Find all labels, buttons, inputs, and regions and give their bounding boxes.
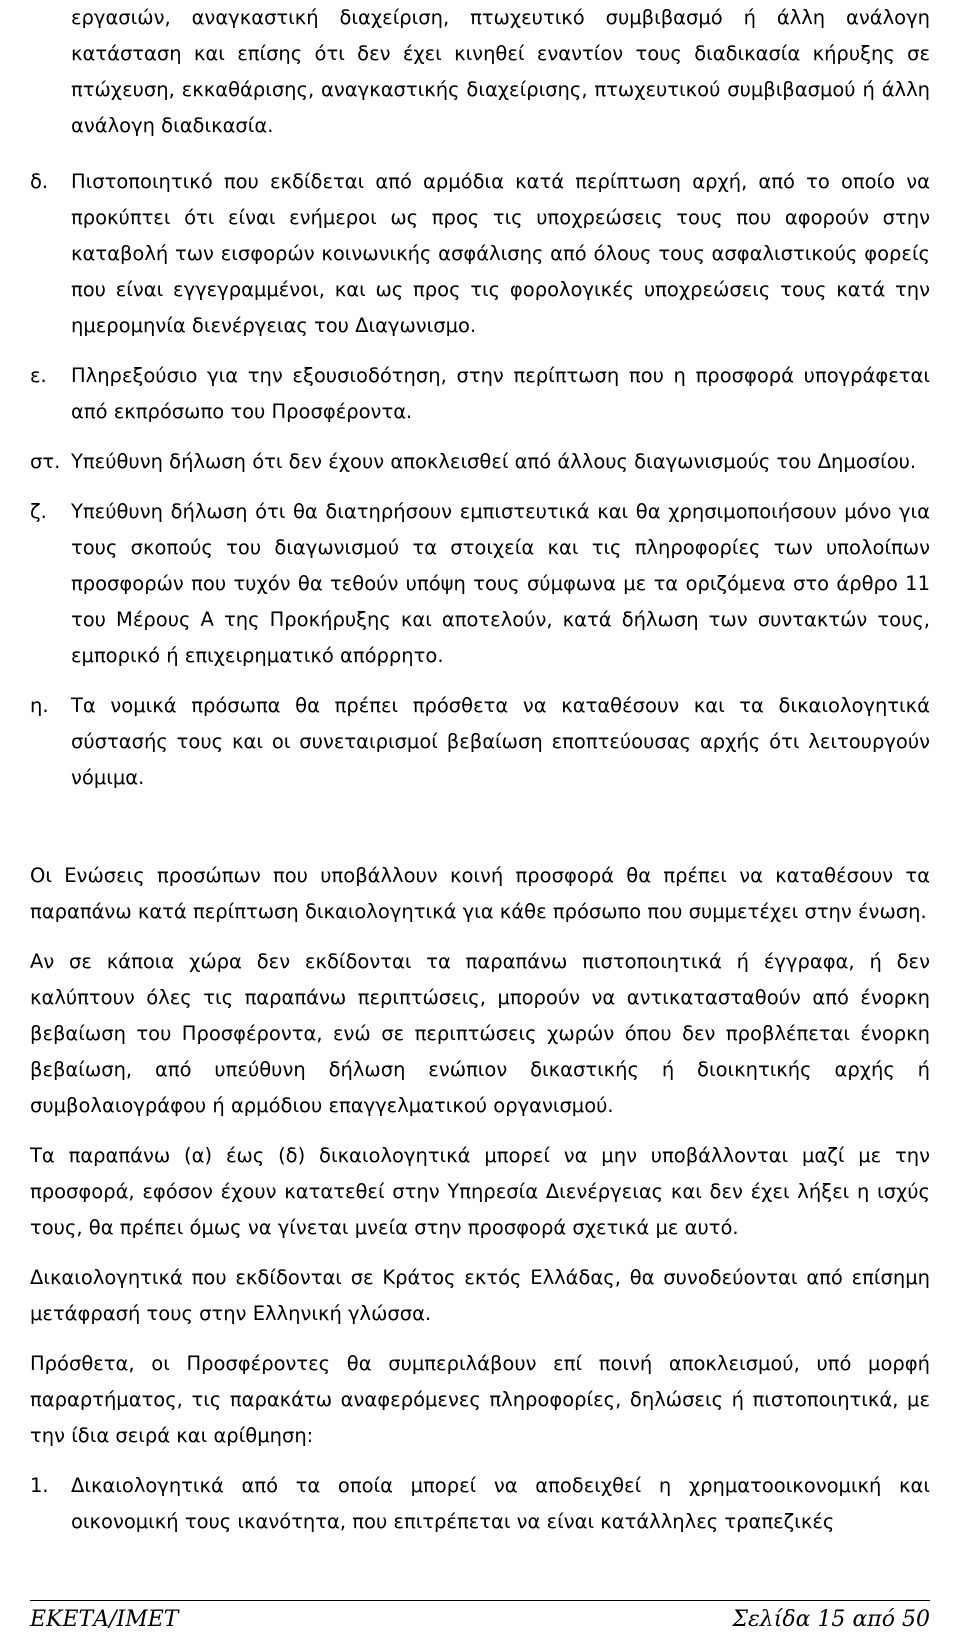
paragraph-sworn-statement: Αν σε κάποια χώρα δεν εκδίδονται τα παραπάνω πιστοποιητικά ή έγγραφα, ή δεν καλύπτουν όλες τις παραπάνω περιπτώσεις, μπορούν να αντικατασταθούν από ένορκη βεβαίωση του Προσφέροντα, ενώ σε περιπτώσεις χωρών όπου δεν προβλέπεται ένορκη βεβαίωση, από υπεύθυνη δήλωση ενώπιον δικαστικής ή διοικητικής αρχής ή συμβολαιογράφου ή αρμόδιου επαγγελματικού οργανισμού. xyxy=(30,950,930,1117)
list-item-text: Υπεύθυνη δήλωση ότι θα διατηρήσουν εμπιστευτικά και θα χρησιμοποιήσουν μόνο για τους σκοπούς του διαγωνισμού τα στοιχεία και τις πληροφορίες των υπολοίπων προσφορών που τυχόν θα τεθούν υπόψη τους σύμφωνα με τα οριζόμενα στο άρθρο 11 του Μέρους Α της Προκήρυξης και αποτελούν, κατά δήλωση των συντακτών τους, εμπορικό ή επιχειρηματικό απόρρητο. xyxy=(71,500,930,667)
numbered-item-1 xyxy=(30,1468,930,1540)
paragraph-joint-bids: Οι Ενώσεις προσώπων που υποβάλλουν κοινή προσφορά θα πρέπει να καταθέσουν τα παραπάνω κατά περίπτωση δικαιολογητικά για κάθε πρόσωπο που συμμετέχει στην ένωση. xyxy=(30,864,930,923)
footer-of-word: από xyxy=(852,1607,895,1632)
paragraph-translation: Δικαιολογητικά που εκδίδονται σε Κράτος εκτός Ελλάδας, θα συνοδεύονται από επίσημη μετάφρασή τους στην Ελληνική γλώσσα. xyxy=(30,1266,930,1325)
list-marker: 1. xyxy=(30,1474,49,1497)
list-marker: η. xyxy=(30,694,49,717)
footer-page-info xyxy=(732,1605,930,1635)
list-item-i xyxy=(30,688,930,796)
list-item-text: Πληρεξούσιο για την εξουσιοδότηση, στην περίπτωση που η προσφορά υπογράφεται από εκπρόσωπο του Προσφέροντα. xyxy=(71,364,930,423)
continuation-text: εργασιών, αναγκαστική διαχείριση, πτωχευτικό συμβιβασμό ή άλλη ανάλογη κατάσταση και επίσης ότι δεν έχει κινηθεί εναντίον τους διαδικασία κήρυξης σε πτώχευση, εκκαθάρισης, αναγκαστικής διαχείρισης, πτωχευτικού συμβιβασμού ή άλλη ανάλογη διαδικασία. xyxy=(71,6,930,137)
list-marker: ζ. xyxy=(30,500,47,523)
paragraph-already-submitted: Τα παραπάνω (α) έως (δ) δικαιολογητικά μπορεί να μην υποβάλλονται μαζί με την προσφορά, εφόσον έχουν κατατεθεί στην Υπηρεσία Διενέργειας και δεν έχει λήξει η ισχύς τους, θα πρέπει όμως να γίνεται μνεία στην προσφορά σχετικά με αυτό. xyxy=(30,1144,930,1239)
list-item-text: Δικαιολογητικά από τα οποία μπορεί να αποδειχθεί η χρηματοοικονομική και οικονομική τους ικανότητα, που επιτρέπεται να είναι κατάλληλες τραπεζικές xyxy=(71,1474,930,1533)
paragraph-additional: Πρόσθετα, οι Προσφέροντες θα συμπεριλάβουν επί ποινή αποκλεισμού, υπό μορφή παραρτήματος, τις παρακάτω αναφερόμενες πληροφορίες, δηλώσεις ή πιστοποιητικά, με την ίδια σειρά και αρίθμηση: xyxy=(30,1352,930,1447)
list-marker: δ. xyxy=(30,170,49,193)
page-footer xyxy=(30,1600,930,1635)
list-marker: ε. xyxy=(30,364,47,387)
list-item-e xyxy=(30,358,930,430)
list-item-d xyxy=(30,164,930,344)
footer-page-total: 50 xyxy=(902,1607,930,1632)
list-item-text: Πιστοποιητικό που εκδίδεται από αρμόδια κατά περίπτωση αρχή, από το οποίο να προκύπτει ότι είναι ενήμεροι ως προς τις υποχρεώσεις τους που αφορούν στην καταβολή των εισφορών κοινωνικής ασφάλισης από όλους τους ασφαλιστικούς φορείς που είναι εγγεγραμμένοι, και ως προς τις φορολογικές υποχρεώσεις τους κατά την ημερομηνία διενέργειας του Διαγωνισμο. xyxy=(71,170,930,337)
list-item-z xyxy=(30,494,930,674)
footer-page-word: Σελίδα xyxy=(732,1607,811,1632)
list-marker: στ. xyxy=(30,450,61,473)
footer-organization: ΕΚΕΤΑ/ΙΜΕΤ xyxy=(30,1607,179,1632)
list-item-text: Υπεύθυνη δήλωση ότι δεν έχουν αποκλεισθεί από άλλους διαγωνισμούς του Δημοσίου. xyxy=(71,450,917,473)
document-page xyxy=(30,0,930,1540)
list-item-text: Τα νομικά πρόσωπα θα πρέπει πρόσθετα να καταθέσουν και τα δικαιολογητικά σύστασής τους και οι συνεταιρισμοί βεβαίωση εποπτεύουσας αρχής ότι λειτουργούν νόμιμα. xyxy=(71,694,930,789)
list-item-st xyxy=(30,444,930,480)
footer-page-number: 15 xyxy=(817,1607,846,1632)
